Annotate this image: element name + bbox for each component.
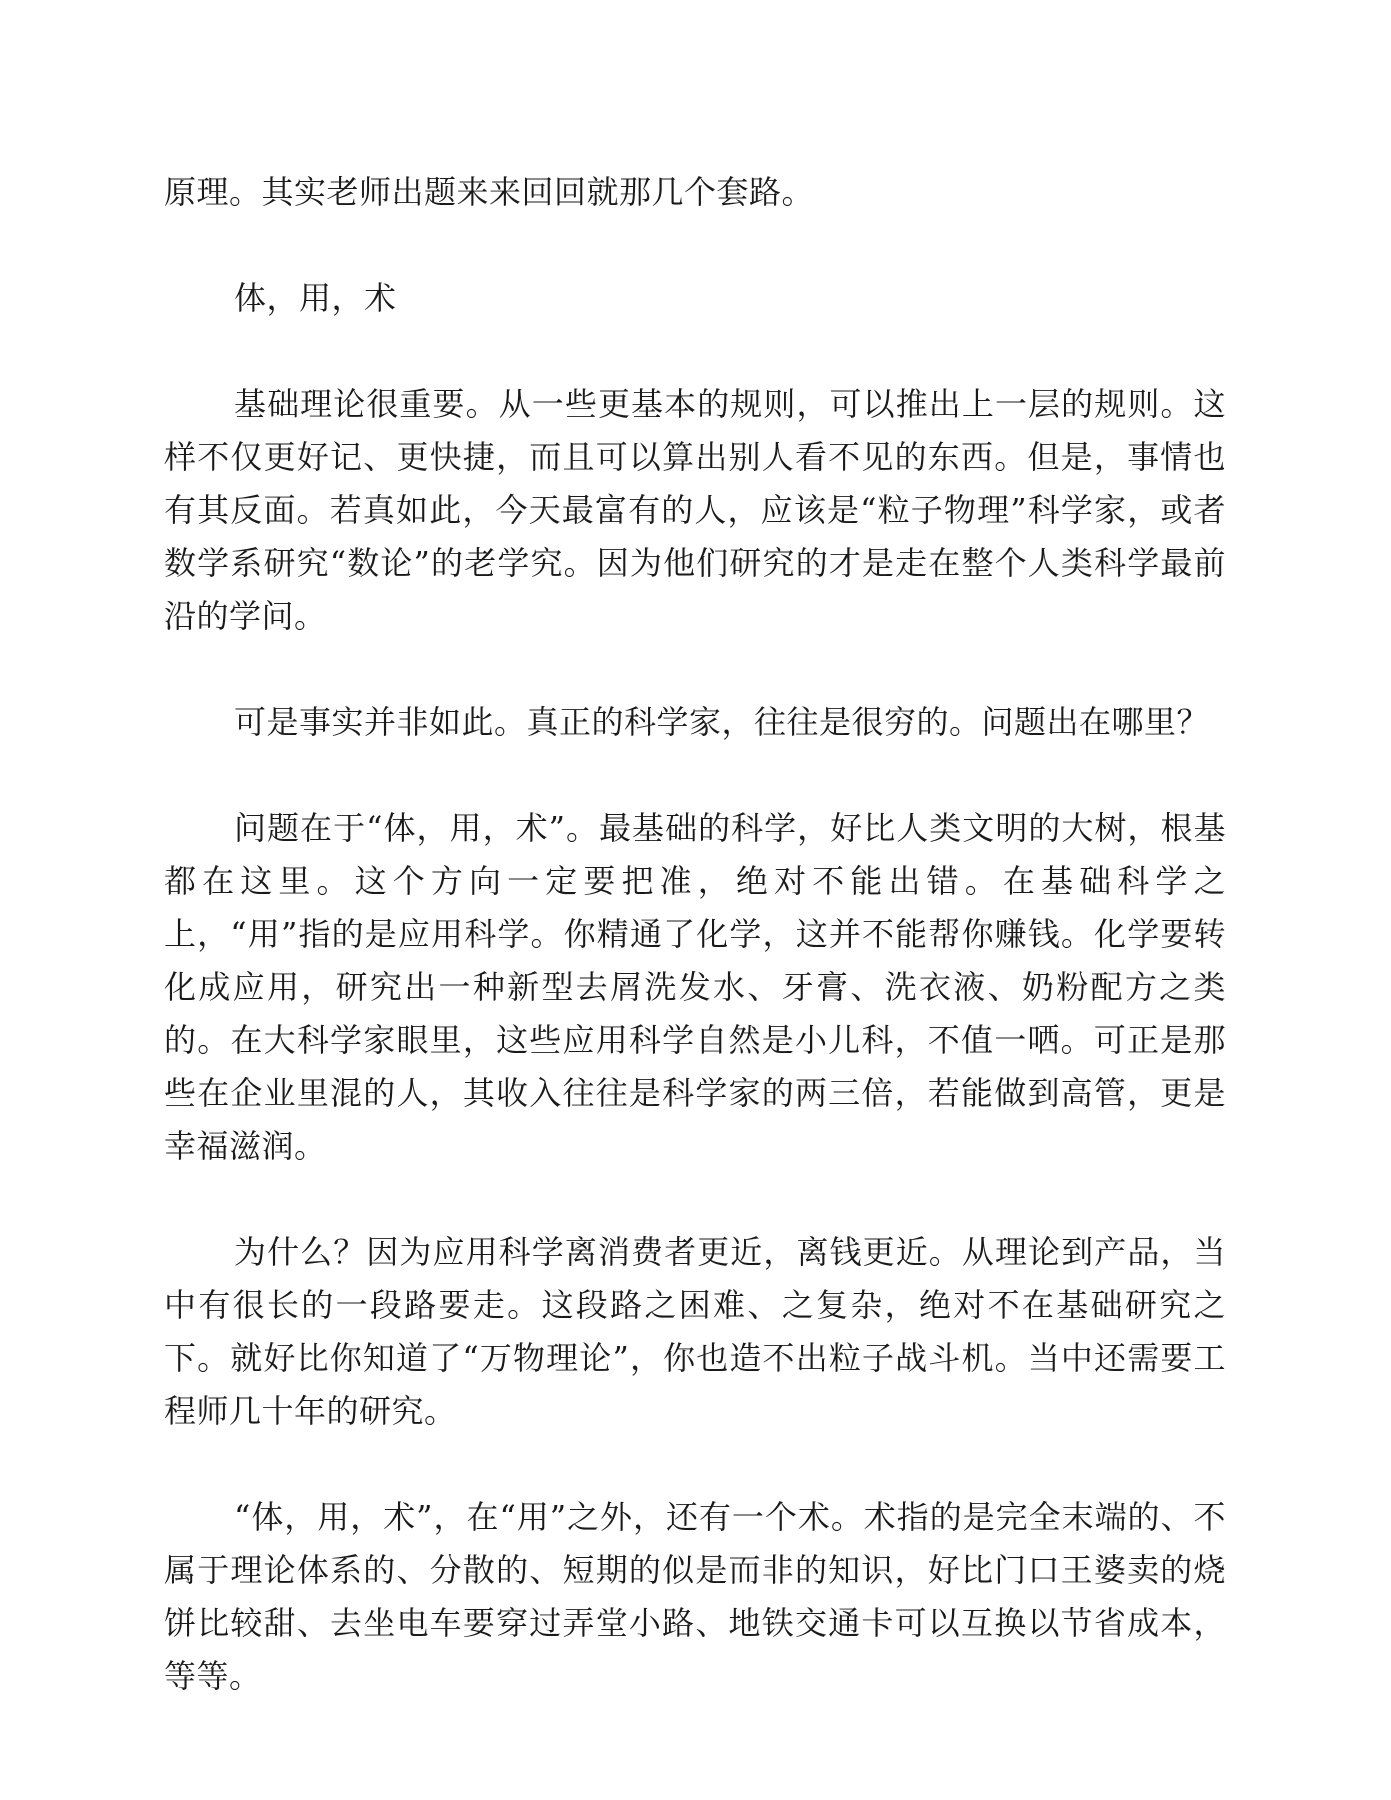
paragraph: 可是事实并非如此。真正的科学家，往往是很穷的。问题出在哪里？ (234, 703, 1210, 741)
document-body (164, 166, 1226, 1756)
section-heading: 体，用，术 (234, 279, 397, 317)
paragraph: “体，用，术”，在“用”之外，还有一个术。术指的是完全末端的、不属于理论体系的、分散的、短期的似是而非的知识，好比门口王婆卖的烧饼比较甜、去坐电车要穿过弄堂小路、地铁交通卡可以互换以节省成本，等等。 (164, 1498, 1226, 1695)
paragraph-continuation: 原理。其实老师出题来来回回就那几个套路。 (164, 173, 815, 211)
paragraph: 基础理论很重要。从一些更基本的规则，可以推出上一层的规则。这样不仅更好记、更快捷，而且可以算出别人看不见的东西。但是，事情也有其反面。若真如此，今天最富有的人，应该是“粒子物理”科学家，或者数学系研究“数论”的老学究。因为他们研究的才是走在整个人类科学最前沿的学问。 (164, 385, 1226, 635)
paragraph: 为什么？因为应用科学离消费者更近，离钱更近。从理论到产品，当中有很长的一段路要走。这段路之困难、之复杂，绝对不在基础研究之下。就好比你知道了“万物理论”，你也造不出粒子战斗机。当中还需要工程师几十年的研究。 (164, 1233, 1226, 1430)
paragraph: 问题在于“体，用，术”。最基础的科学，好比人类文明的大树，根基都在这里。这个方向一定要把准，绝对不能出错。在基础科学之上，“用”指的是应用科学。你精通了化学，这并不能帮你赚钱。化学要转化成应用，研究出一种新型去屑洗发水、牙膏、洗衣液、奶粉配方之类的。在大科学家眼里，这些应用科学自然是小儿科，不值一哂。可正是那些在企业里混的人，其收入往往是科学家的两三倍，若能做到高管，更是幸福滋润。 (164, 809, 1226, 1165)
